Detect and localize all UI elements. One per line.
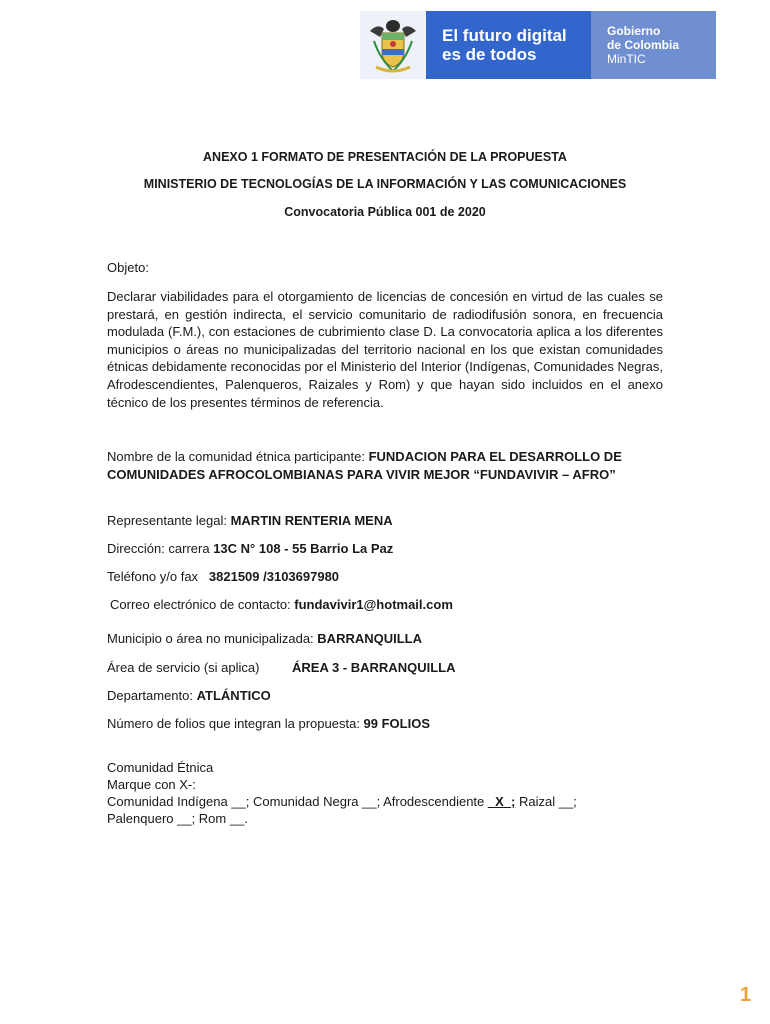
- page-number: 1: [740, 984, 752, 1006]
- afrodescendiente-mark: _X_;: [487, 794, 516, 809]
- etnica-options-line: [107, 793, 577, 810]
- slogan-line-2: es de todos: [442, 45, 537, 64]
- correo-field: [110, 596, 453, 614]
- area-label: Área de servicio (si aplica): [107, 660, 260, 675]
- correo-label: Correo electrónico de contacto:: [110, 597, 295, 612]
- tel-label: Teléfono y/o fax: [107, 569, 209, 584]
- telefono-field: [107, 568, 339, 586]
- folios-value: 99 FOLIOS: [363, 716, 431, 731]
- rep-label: Representante legal:: [107, 513, 231, 528]
- direccion-field: [107, 540, 393, 558]
- objeto-label: Objeto:: [107, 260, 149, 275]
- document-title: ANEXO 1 FORMATO DE PRESENTACIÓN DE LA PROPUESTA: [203, 150, 567, 164]
- slogan-line-1: El futuro digital: [442, 26, 567, 45]
- gov-line-2: de Colombia: [607, 38, 680, 52]
- government-panel: [591, 11, 716, 79]
- representante-field: [107, 512, 393, 530]
- comunidad-field: [107, 448, 667, 483]
- etnica-options-a: Comunidad Indígena __; Comunidad Negra __; Afrodescendiente: [107, 794, 488, 809]
- header-banner: [360, 11, 716, 79]
- colombia-coat-of-arms-icon: [360, 11, 426, 79]
- etnica-instruction: Marque con X-:: [107, 777, 196, 792]
- dir-label: Dirección: carrera: [107, 541, 214, 556]
- ministry-title: MINISTERIO DE TECNOLOGÍAS DE LA INFORMACIÓN Y LAS COMUNICACIONES: [143, 177, 627, 191]
- objeto-text: Declarar viabilidades para el otorgamiento de licencias de concesión en virtud de las cuales se prestará, en gestión indirecta, el servicio comunitario de radiodifusión sonora, en frecuencia modulada (F.M.), con estaciones de cubrimiento clase D. La convocatoria aplica a los diferentes municipios o áreas no municipalizadas del territorio nacional en los que existan comunidades étnicas debidamente reconocidas por el Ministerio del Interior (Indígenas, Comunidades Negras, Afrodescendientes, Palenqueros, Raizales y Rom) y que hayan sido incluidos en el anexo técnico de los presentes términos de referencia.: [107, 289, 663, 410]
- gov-line-3: MinTIC: [607, 52, 646, 66]
- etnica-title: Comunidad Étnica: [107, 760, 214, 775]
- mun-label: Municipio o área no municipalizada:: [107, 631, 318, 646]
- slogan-panel: [426, 11, 591, 79]
- departamento-field: [107, 687, 271, 705]
- depto-label: Departamento:: [107, 688, 197, 703]
- folios-label: Número de folios que integran la propuesta:: [107, 716, 364, 731]
- dir-value: 13C N° 108 - 55 Barrio La Paz: [213, 541, 394, 556]
- tel-value: 3821509 /3103697980: [208, 569, 340, 584]
- convocatoria-title: Convocatoria Pública 001 de 2020: [284, 205, 486, 219]
- comunidad-label: Nombre de la comunidad étnica participante:: [107, 449, 369, 464]
- municipio-field: [107, 630, 422, 648]
- etnica-options-line-2: Palenquero __; Rom __.: [107, 811, 248, 826]
- folios-field: [107, 715, 430, 733]
- seal-box: [360, 11, 426, 79]
- area-value: ÁREA 3 - BARRANQUILLA: [292, 660, 456, 675]
- correo-value: fundavivir1@hotmail.com: [294, 597, 453, 612]
- depto-value: ATLÁNTICO: [196, 688, 271, 703]
- rep-value: MARTIN RENTERIA MENA: [230, 513, 393, 528]
- mun-value: BARRANQUILLA: [317, 631, 423, 646]
- comunidad-etnica-section: [107, 759, 577, 827]
- comunidad-value: FUNDACION PARA EL DESARROLLO DE COMUNIDADES AFROCOLOMBIANAS PARA VIVIR MEJOR “FUNDAVIVIR – AFRO”: [107, 449, 622, 482]
- etnica-options-b: Raizal __;: [515, 794, 577, 809]
- gov-line-1: Gobierno: [607, 24, 661, 38]
